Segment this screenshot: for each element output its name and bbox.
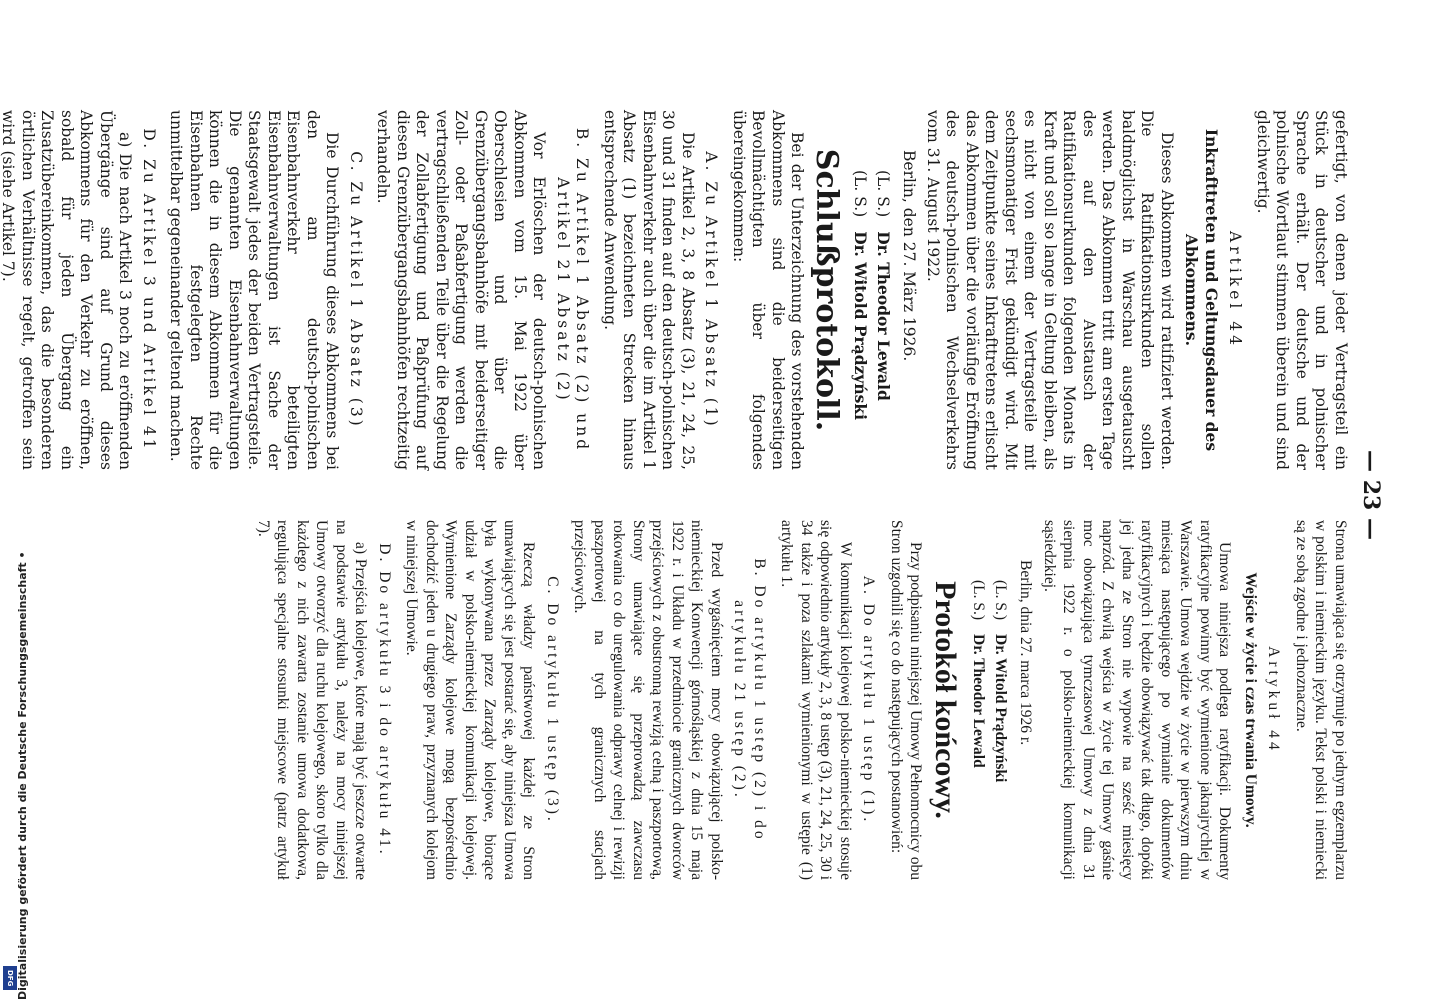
german-art44-text: Dieses Abkommen wird ratifiziert werden. Die Ratifikationsurkunden sollen baldmöglichst in Warschau ausgetauscht werden. Das Abkommen tritt am ersten Tage des auf den Austausch der Ratifikationsurkunden folgenden Monats in Kraft und soll so lange in Geltung bleiben, als es nicht von einem der Vertragsteile mit sechsmonatiger Frist gekündigt wird. Mit dem Zeitpunkte seines Inkrafttretens erlischt das Abkommen über die vorläufige Eröffnung des deutsch-polnischen Wechselverkehrs vom 31. August 1922. [924, 110, 1176, 470]
seal-mark: (L. S.) [874, 170, 892, 218]
polish-section-d-title: D. Do artykułu 3 i do artykułu 41. [376, 543, 393, 857]
german-section-a-title: A. Zu Artikel 1 Absatz (1) [702, 151, 721, 429]
german-intro: gefertigt, von denen jeder Vertragsteil ein Stück in deutscher und in polnischer Sprache erhält. Der deutsche und der polnische Wortlaut stimmen überein und sind gleichwertig. [1254, 110, 1350, 470]
polish-column [0, 520, 1350, 880]
signatory-name: Dr. Theodor Lewald [874, 231, 893, 401]
german-section-c-text: Die Durchführung dieses Abkommens bei den am deutsch-polnischen Eisenbahnverkehr beteiligten Eisenbahnverwaltungen ist Sache der Staatsgewalt jedes der beiden Vertragsteile. Die genannten Eisenbahnverwaltungen können die in diesem Abkommen für die Eisenbahnen festgelegten Rechte unmittelbar gegeneinander geltend machen. [167, 110, 342, 470]
german-art44-heading: Artikel 44 [1226, 231, 1245, 349]
german-section-d-text: a) Die nach Artikel 3 noch zu eröffnenden Übergänge sind auf Grund dieses Abkommens für den Verkehr zu eröffnen, sobald für jeden Übergang ein Zusatzübereinkommen, das die besonderen örtlichen Verhältnisse regelt, getroffen sein wird (siehe Artikel 7). [0, 110, 135, 470]
polish-section-c-title: C. Do artykułu 1 ustęp (3). [544, 576, 561, 824]
polish-protocol-intro: Przy podpisaniu niniejszej Umowy Pełnomocnicy obu Stron uzgodnili się co do następujących postanowień: [888, 520, 925, 880]
seal-mark: (L. S.) [851, 170, 870, 218]
polish-intro: Strona umawiająca się otrzymuje po jednym egzemplarzu w polskim i niemieckim języku. Tekst polski i niemiecki są ze sobą zgodne i jednoznaczne. [1293, 520, 1349, 880]
german-section-b-title: B. Zu Artikel 1 Absatz (2) und Artikel 21 Absatz (2) [554, 127, 592, 453]
polish-art44-title: Wejście w życie i czas trwania Umowy. [1242, 572, 1259, 828]
polish-signature-2 [969, 520, 989, 880]
polish-section-a-text: W komunikacji kolejowej polsko-niemieckiej stosuje się odpowiednio artykuły 2, 3, 8 ustęp (3), 21, 24, 25, 30 i 34 także i poza szlakami wymienionymi w ustępie (1) artykułu 1. [778, 520, 854, 880]
seal-mark: (L. S.) [992, 580, 1009, 621]
german-section-a-text: Die Artikel 2, 3, 8 Absatz (3), 21, 24, 25, 30 und 31 finden auf den deutsch-polnischen Eisenbahnverkehr auch über die im Artikel 1 Absatz (1) bezeichneten Strecken hinaus entsprechende Anwendung. [601, 110, 697, 470]
german-section-d-title: D. Zu Artikel 3 und Artikel 41 [140, 128, 158, 452]
page-number: — 23 — [1358, 450, 1384, 540]
digitization-credit: Digitalisierung gefördert durch die Deutsche Forschungsgemeinschaft • [16, 551, 29, 1000]
german-column [0, 110, 1350, 470]
german-date: Berlin, den 27. März 1926. [900, 150, 919, 362]
signatory-name: Dr. Theodor Lewald [970, 634, 988, 768]
german-signature-2 [850, 110, 871, 470]
polish-section-b-text: Przed wygaśnięciem mocy obowiązującej polsko-niemieckiej Konwencji górnośląskiej z dnia 15 maja 1922 r. i Układu w przedmiocie granicznych dworców przejściowych z obustronną rewizją celną i paszportową, Strony umawiające się przeprowadzą zawczasu rokowania co do uregulowania odprawy celnej i rewizji paszportowej na tych granicznych stacjach przejściowych. [571, 520, 725, 880]
polish-signature-1 [991, 520, 1011, 880]
polish-date: Berlin, dnia 27. marca 1926 r. [1017, 560, 1035, 746]
parallel-columns [0, 110, 1350, 880]
polish-section-d-text: a) Przejścia kolejowe, które mają być jeszcze otwarte na podstawie artykułu 3, należy na mocy niniejszej Umowy otworzyć dla ruchu kolejowego, skoro tylko dla każdego z nich zawarta zostanie umowa dodatkowa, regulująca specjalne stosunki miejscowe (patrz artykuł 7). [255, 520, 370, 880]
polish-art44-heading: Artykuł 44 [1265, 646, 1283, 754]
german-section-b-text: Vor Erlöschen der deutsch-polnischen Abkommen vom 15. Mai 1922 über Oberschlesien und über die Grenzübergangsbahnhöfe mit beiderseitiger Zoll- oder Paßabfertigung werden die vertragschließenden Teile über die Regelung der Zollabfertigung und Paßprüfung auf diesen Grenzübergangsbahnhöfen rechtzeitig verhandeln. [374, 110, 549, 470]
german-section-c-title: C. Zu Artikel 1 Absatz (3) [347, 151, 365, 429]
dfg-logo-icon: DFG [3, 966, 17, 990]
polish-art44-text: Umowa niniejsza podlega ratyfikacji. Dokumenty ratyfikacyjne powinny być wymienione jaknajrychlej w Warszawie. Umowa wejdzie w życie w pierwszym dniu miesiąca następującego po wymianie dokumentów ratyfikacyjnych i będzie obowiązywać tak długo, dopóki jej jedna ze Stron nie wypowie na sześć miesięcy naprzód. Z chwilą wejścia w życie tej Umowy gaśnie moc obowiązująca tymczasowej Umowy z dnia 31 sierpnia 1922 r. o polsko-niemieckiej komunikacji sąsiedzkiej. [1041, 520, 1234, 880]
seal-mark: (L. S.) [970, 580, 988, 621]
polish-protocol-title: Protokół końcowy. [929, 581, 962, 819]
signatory-name: Dr. Witold Prądzyński [992, 634, 1009, 783]
german-protocol-intro: Bei der Unterzeichnung des vorstehenden Abkommens sind die beiderseitigen Bevollmächtigten über folgendes übereingekommen: [730, 110, 807, 470]
german-protocol-title: Schlußprotokoll. [809, 148, 844, 432]
polish-section-c-text: Rzeczą władzy państwowej każdej ze Stron umawiających się jest postarać się, aby niniejsza Umowa była wykonywana przez Zarządy kolejowe, biorące udział w polsko-niemieckiej komunikacji kolejowej. Wymienione Zarządy kolejowe mogą bezpośrednio dochodzić jeden u drugiego praw, przyznanych kolejom w niniejszej Umowie. [403, 520, 538, 880]
signatory-name: Dr. Witold Prądzyński [851, 231, 871, 420]
german-signature-1 [873, 110, 894, 470]
polish-section-b-title: B. Do artykułu 1 ustęp (2) i do artykułu 21 ustęp (2). [731, 558, 768, 842]
polish-section-a-title: A. Do artykułu 1 ustęp (1). [860, 575, 878, 825]
german-art44-title: Inkrafttreten und Geltungsdauer des Abkommens. [1182, 128, 1221, 452]
